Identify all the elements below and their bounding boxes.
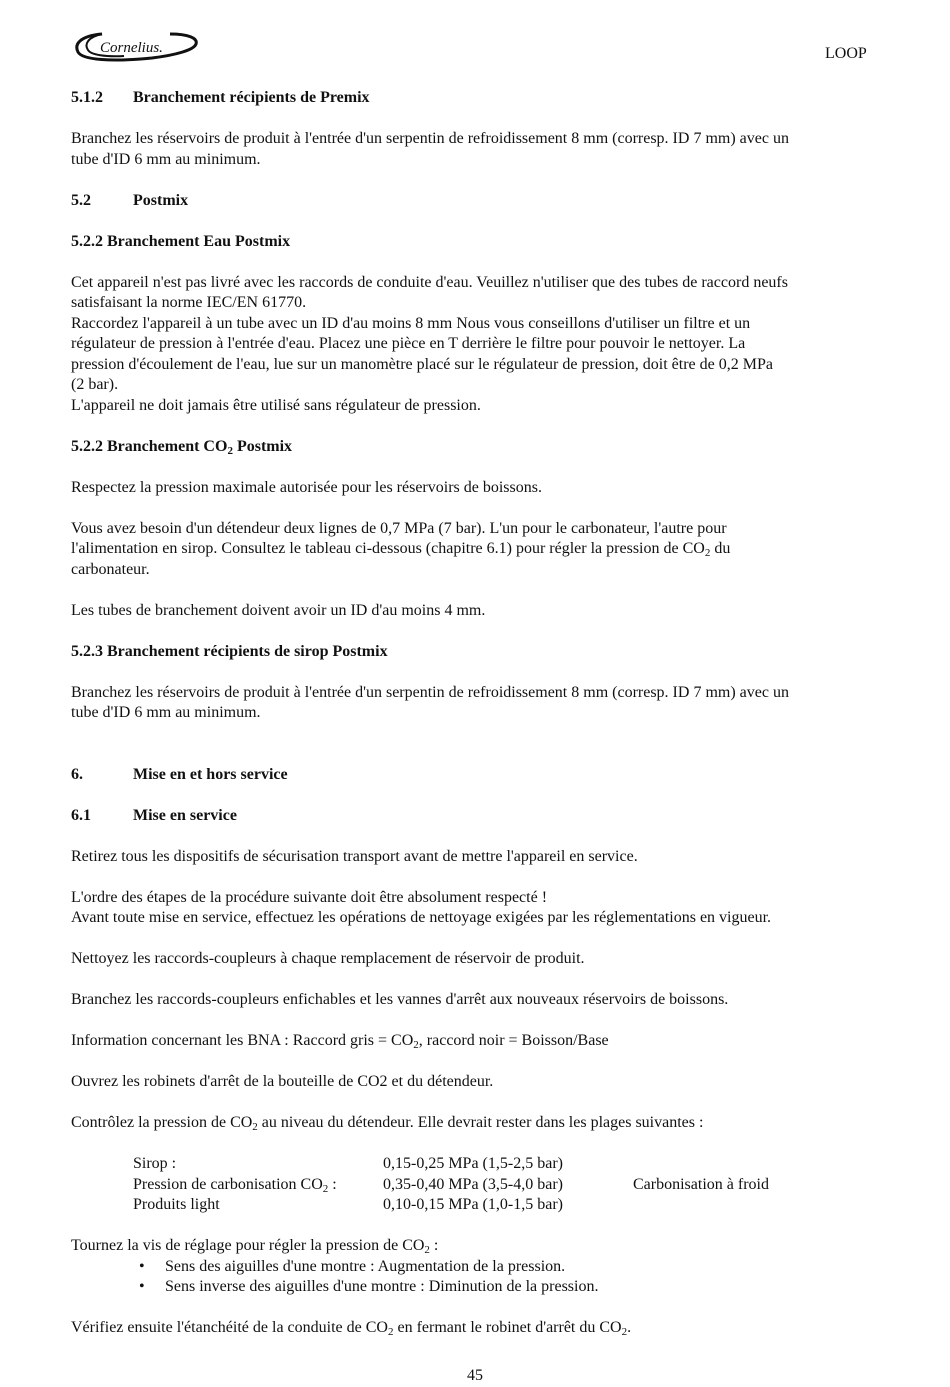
paragraph: Information concernant les BNA : Raccord gris = $CO_2$, raccord noir = Boisson/Base [71,1032,609,1051]
paragraph: Contrôlez la pression de $CO_2$ au niveau du détendeur. Elle devrait rester dans les plages suivantes : [71,1114,704,1133]
bullet-list [71,1257,871,1298]
pressure-row: Sirop : 0,15-0,25 MPa (1,5-2,5 bar) [133,1155,563,1172]
pressure-table [133,1154,871,1216]
heading-6-1: 6.1 Mise en service [71,806,237,824]
paragraph: Branchez les réservoirs de produit à l'entrée d'un serpentin de refroidissement 8 mm (corresp. ID 7 mm) avec un tube d'ID 6 mm au minimum. [71,683,789,721]
list-item: • Sens inverse des aiguilles d'une montre : Diminution de la pression. [71,1277,871,1298]
paragraph: L'ordre des étapes de la procédure suivante doit être absolument respecté ! Avant toute mise en service, effectuez les opérations de nettoyage exigées par les réglementations en vigueur. [71,888,772,926]
document-name: LOOP [825,45,867,62]
paragraph: Vérifiez ensuite l'étanchéité de la conduite de $CO_2$ en fermant le robinet d'arrêt du $CO_2$. [71,1319,632,1338]
paragraph: Branchez les réservoirs de produit à l'entrée d'un serpentin de refroidissement 8 mm (corresp. ID 7 mm) avec un tube d'ID 6 mm au minimum. [71,130,789,168]
paragraph: Branchez les raccords-coupleurs enfichables et les vannes d'arrêt aux nouveaux réservoirs de boissons. [71,991,729,1008]
paragraph: Vous avez besoin d'un détendeur deux lignes de 0,7 MPa (7 bar). L'un pour le carbonateur, l'autre pour l'alimentation en sirop. Consultez le tableau ci-dessous (chapitre 6.1) pour régler la pression de $CO_2$ du carbonateur. [71,519,731,578]
paragraph: Ouvrez les robinets d'arrêt de la bouteille de CO2 et du détendeur. [71,1073,494,1090]
cornelius-logo [72,28,198,66]
page-content [71,88,871,1339]
list-item: • Sens des aiguilles d'une montre : Augmentation de la pression. [71,1257,871,1278]
heading-5-2: 5.2 Postmix [71,191,189,209]
heading-5-2-3: 5.2.3 Branchement récipients de sirop Postmix [71,642,388,660]
paragraph: Tournez la vis de réglage pour régler la pression de $CO_2$ : [71,1237,439,1256]
paragraph: Respectez la pression maximale autorisée pour les réservoirs de boissons. [71,478,542,496]
heading-5-2-2-water: 5.2.2 Branchement Eau Postmix [71,232,291,250]
paragraph: Cet appareil n'est pas livré avec les raccords de conduite d'eau. Veuillez n'utiliser que des tubes de raccord neufs satisfaisant la norme IEC/EN 61770. Raccordez l'appareil à un tube avec un ID d'au moins 8 mm Nous vous conseillons d'utiliser un filtre et un régulateur de pression à l'entrée d'eau. Placez une pièce en T derrière le filtre pour pouvoir le nettoyer. La pression d'écoulement de l'eau, lue sur un manomètre placé sur le régulateur de pression, doit être de 0,2 MPa (2 bar). L'appareil ne doit jamais être utilisé sans régulateur de pression. [71,273,788,414]
paragraph: Nettoyez les raccords-coupleurs à chaque remplacement de réservoir de produit. [71,950,585,967]
pressure-row: Pression de carbonisation $CO_2$ : 0,35-0,40 MPa (3,5-4,0 bar) Carbonisation à froid [133,1175,769,1195]
page-number: 45 [467,1367,483,1384]
heading-6: 6. Mise en et hors service [71,765,288,783]
svg-text:Cornelius.: Cornelius. [100,40,163,56]
heading-5-1-2: 5.1.2 Branchement récipients de Premix [71,89,370,106]
paragraph: Retirez tous les dispositifs de sécurisation transport avant de mettre l'appareil en service. [71,847,638,865]
heading-5-2-2-co2: 5.2.2 Branchement $CO_2$ Postmix [71,437,293,457]
paragraph: Les tubes de branchement doivent avoir un ID d'au moins 4 mm. [71,601,486,619]
pressure-row: Produits light 0,10-0,15 MPa (1,0-1,5 bar) [133,1196,563,1213]
